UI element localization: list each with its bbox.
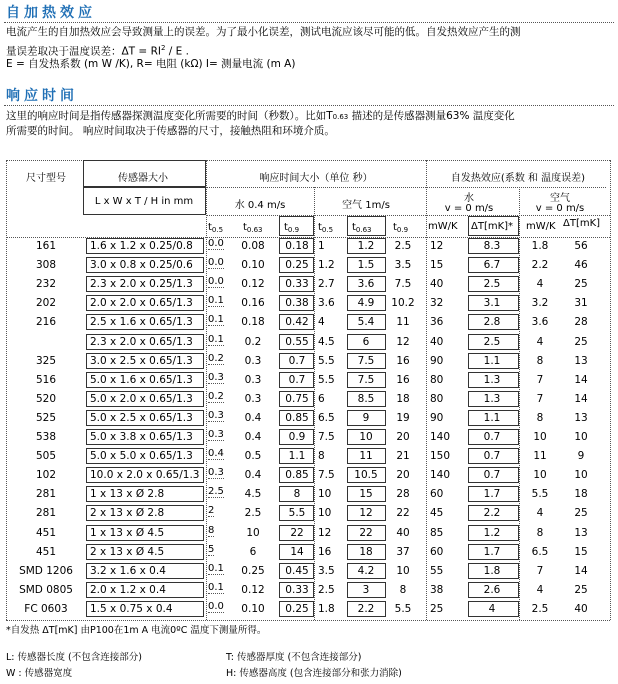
cell-water-t05: 0.1 xyxy=(208,581,224,593)
cell-type: 202 xyxy=(35,297,57,310)
cell-water-t063: 0.18 xyxy=(241,316,265,329)
cell-air-mwk: 4 xyxy=(536,583,544,596)
cell-air-t09: 10.2 xyxy=(391,297,415,310)
cell-air-t09: 21 xyxy=(396,450,410,463)
cell-water-dt: 0.7 xyxy=(483,450,501,463)
cell-air-t05: 1 xyxy=(318,240,325,252)
cell-water-dt: 2.5 xyxy=(483,335,501,348)
cell-water-t063: 0.4 xyxy=(244,469,262,482)
col-header-air-t09: $t_{0.9}$ xyxy=(393,222,409,234)
table-row xyxy=(0,504,618,522)
cell-air-t063: 12 xyxy=(359,507,373,520)
cell-size: 1 x 13 x Ø 4.5 xyxy=(90,526,165,539)
cell-water-t063: 0.5 xyxy=(244,450,262,463)
cell-water-t063: 0.3 xyxy=(244,392,262,405)
cell-water-t09: 0.75 xyxy=(285,392,309,405)
table-row xyxy=(0,237,618,255)
cell-water-mwk: 150 xyxy=(430,450,451,463)
col-header-selfheat: 自发热效应(系数 和 温度误差) xyxy=(450,173,586,184)
cell-size: 1.6 x 1.2 x 0.25/0.8 xyxy=(90,240,193,252)
cell-water-t063: 0.10 xyxy=(241,602,265,615)
cell-type: 232 xyxy=(35,278,57,291)
table-row xyxy=(0,581,618,599)
cell-air-mwk: 6.5 xyxy=(531,545,549,558)
cell-air-t05: 10 xyxy=(318,507,332,520)
cell-air-t063: 15 xyxy=(359,488,373,501)
cell-water-t09: 0.45 xyxy=(285,564,309,577)
cell-type: 102 xyxy=(35,469,57,482)
cell-air-t063: 10.5 xyxy=(354,469,378,482)
cell-air-t09: 7.5 xyxy=(394,278,412,291)
cell-air-dt: 13 xyxy=(574,354,588,367)
cell-water-mwk: 40 xyxy=(430,335,444,348)
cell-air-t063: 7.5 xyxy=(357,354,375,367)
cell-air-dt: 31 xyxy=(574,297,588,310)
cell-air-t05: 2.7 xyxy=(318,278,335,291)
cell-air-t063: 4.9 xyxy=(357,297,375,310)
cell-air-t063: 3 xyxy=(362,583,370,596)
cell-water-dt: 2.2 xyxy=(483,507,501,520)
table-row xyxy=(0,352,618,370)
cell-air-mwk: 8 xyxy=(536,526,544,539)
cell-type: 281 xyxy=(35,507,57,520)
cell-size: 2.5 x 1.6 x 0.65/1.3 xyxy=(90,316,193,329)
cell-air-mwk: 5.5 xyxy=(531,488,549,501)
table-row xyxy=(0,428,618,446)
cell-air-t09: 10 xyxy=(396,564,410,577)
table-row xyxy=(0,256,618,274)
cell-air-mwk: 11 xyxy=(533,450,547,463)
cell-air-dt: 46 xyxy=(574,259,588,272)
col-header-t05: $t_{0.5}$ xyxy=(208,222,224,234)
table-row xyxy=(0,524,618,542)
cell-water-mwk: 12 xyxy=(430,240,444,252)
cell-air-t09: 2.5 xyxy=(394,240,412,252)
cell-air-t09: 19 xyxy=(396,411,410,424)
cell-air-dt: 10 xyxy=(574,431,588,443)
cell-air-dt: 40 xyxy=(574,602,588,615)
cell-water-t09: 0.7 xyxy=(288,354,306,367)
table-row xyxy=(0,600,618,618)
cell-water-t063: 0.10 xyxy=(241,259,265,272)
cell-water-t063: 4.5 xyxy=(244,488,262,501)
cell-water-mwk: 60 xyxy=(430,488,444,501)
table-row xyxy=(0,371,618,389)
cell-air-t063: 18 xyxy=(359,545,373,558)
cell-air-mwk: 3.2 xyxy=(531,297,549,310)
cell-air-dt: 25 xyxy=(574,583,588,596)
cell-water-dt: 6.7 xyxy=(483,259,501,272)
cell-air-t05: 5.5 xyxy=(318,354,335,367)
cell-water-t05: 0.3 xyxy=(208,371,224,383)
divider xyxy=(4,22,614,23)
cell-air-mwk: 7 xyxy=(536,373,544,386)
cell-water-t09: 0.9 xyxy=(288,431,306,443)
cell-air-t063: 7.5 xyxy=(357,373,375,386)
col-header-air-t063: $t_{0.63}$ xyxy=(352,222,372,234)
cell-water-t09: 0.7 xyxy=(288,373,306,386)
cell-air-t05: 12 xyxy=(318,526,332,539)
cell-water-dt: 1.2 xyxy=(483,526,501,539)
response-paragraph-2: 所需要的时间。 响应时间取决于传感器的尺寸，接触热阻和环境介质。 xyxy=(6,125,335,137)
cell-water-mwk: 40 xyxy=(430,278,444,291)
cell-water-t05: 0.3 xyxy=(208,429,224,440)
cell-air-t09: 5.5 xyxy=(394,602,412,615)
cell-water-mwk: 36 xyxy=(430,316,444,329)
cell-air-t063: 11 xyxy=(359,450,373,463)
cell-size: 1.5 x 0.75 x 0.4 xyxy=(90,602,173,615)
col-header-type: 尺寸型号 xyxy=(26,173,66,184)
cell-air-t063: 10 xyxy=(359,431,373,443)
cell-air-t09: 20 xyxy=(396,431,410,443)
cell-water-t05: 0.1 xyxy=(208,333,224,345)
cell-water-dt: 0.7 xyxy=(483,469,501,482)
cell-type: 216 xyxy=(35,316,57,329)
cell-water-dt: 8.3 xyxy=(483,240,501,252)
cell-water-t09: 8 xyxy=(293,488,301,501)
table-row xyxy=(0,562,618,580)
table-row xyxy=(0,333,618,351)
col-header-sh-air-v: v = 0 m/s xyxy=(535,203,585,214)
cell-air-dt: 14 xyxy=(574,392,588,405)
cell-air-t063: 4.2 xyxy=(357,564,375,577)
cell-air-dt: 14 xyxy=(574,564,588,577)
cell-air-mwk: 10 xyxy=(533,431,547,443)
footnote: *自发热 ΔT[mK] 由P100在1m A 电流0ºC 温度下测量所得。 xyxy=(6,625,267,636)
divider xyxy=(4,105,614,106)
cell-air-t05: 7.5 xyxy=(318,431,335,443)
cell-air-t05: 5.5 xyxy=(318,373,335,386)
cell-air-t05: 10 xyxy=(318,488,332,501)
cell-water-dt: 1.3 xyxy=(483,373,501,386)
cell-type: 505 xyxy=(35,450,57,463)
cell-water-t063: 0.3 xyxy=(244,373,262,386)
cell-water-mwk: 140 xyxy=(430,469,451,482)
col-header-air-t05: $t_{0.5}$ xyxy=(318,222,334,234)
col-header-size: 传感器大小 xyxy=(118,173,168,184)
cell-water-t063: 6 xyxy=(249,545,257,558)
cell-water-t05: 2.5 xyxy=(208,486,224,498)
cell-size: 2 x 13 x Ø 4.5 xyxy=(90,545,165,558)
table-row xyxy=(0,543,618,561)
col-header-response: 响应时间大小（单位 秒） xyxy=(259,173,373,184)
cell-air-mwk: 4 xyxy=(536,335,544,348)
cell-air-t09: 28 xyxy=(396,488,410,501)
legend-thickness: T: 传感器厚度 (不包含连接部分) xyxy=(226,652,362,663)
cell-air-mwk: 7 xyxy=(536,392,544,405)
cell-air-t05: 16 xyxy=(318,545,332,558)
cell-air-dt: 13 xyxy=(574,526,588,539)
cell-size: 1 x 13 x Ø 2.8 xyxy=(90,488,165,501)
cell-water-t05: 0.2 xyxy=(208,352,224,364)
cell-air-t05: 1.2 xyxy=(318,259,335,272)
legend-height: H: 传感器高度 (包含连接部分和张力消除) xyxy=(226,668,402,679)
table-row xyxy=(0,294,618,312)
cell-water-dt: 1.3 xyxy=(483,392,501,405)
cell-air-t05: 4.5 xyxy=(318,335,335,348)
cell-air-t063: 9 xyxy=(362,411,370,424)
cell-size: 5.0 x 1.6 x 0.65/1.3 xyxy=(90,373,193,386)
cell-water-t05: 0.0 xyxy=(208,257,224,269)
cell-water-t05: 0.1 xyxy=(208,562,224,574)
cell-type: SMD 1206 xyxy=(19,564,73,577)
cell-water-t09: 5.5 xyxy=(288,507,306,520)
cell-water-mwk: 15 xyxy=(430,259,444,272)
cell-air-t09: 16 xyxy=(396,354,410,367)
cell-air-t09: 16 xyxy=(396,373,410,386)
cell-water-mwk: 80 xyxy=(430,373,444,386)
cell-water-mwk: 32 xyxy=(430,297,444,310)
cell-water-dt: 1.1 xyxy=(483,411,501,424)
table-row xyxy=(0,466,618,484)
cell-water-t063: 2.5 xyxy=(244,507,262,520)
cell-size: 5.0 x 3.8 x 0.65/1.3 xyxy=(90,431,193,443)
cell-size: 5.0 x 2.5 x 0.65/1.3 xyxy=(90,411,193,424)
cell-water-mwk: 90 xyxy=(430,411,444,424)
cell-air-t05: 4 xyxy=(318,316,325,329)
cell-air-t09: 3.5 xyxy=(394,259,412,272)
cell-water-t09: 0.33 xyxy=(285,278,309,291)
cell-air-dt: 14 xyxy=(574,373,588,386)
cell-air-t09: 22 xyxy=(396,507,410,520)
cell-air-t09: 8 xyxy=(399,583,407,596)
cell-water-mwk: 55 xyxy=(430,564,444,577)
self-heating-paragraph-1: 电流产生的自加热效应会导致测量上的误差。为了最小化误差，测试电流应该尽可能的低。自发热效应产生的测 xyxy=(6,26,521,38)
cell-size: 2.3 x 2.0 x 0.25/1.3 xyxy=(90,278,193,291)
cell-water-dt: 1.7 xyxy=(483,545,501,558)
col-header-sh-water-v: v = 0 m/s xyxy=(444,203,494,214)
cell-air-mwk: 4 xyxy=(536,278,544,291)
cell-air-mwk: 2.2 xyxy=(531,259,549,272)
cell-water-mwk: 90 xyxy=(430,354,444,367)
cell-air-dt: 25 xyxy=(574,507,588,520)
cell-water-t09: 0.85 xyxy=(285,411,309,424)
cell-air-dt: 18 xyxy=(574,488,588,501)
col-header-mwk2: mW/K xyxy=(526,221,556,232)
cell-water-t05: 0.4 xyxy=(208,448,224,460)
cell-water-t09: 0.42 xyxy=(285,316,309,329)
cell-water-t063: 0.08 xyxy=(241,240,265,252)
col-header-water: 水 0.4 m/s xyxy=(234,200,286,211)
cell-air-t05: 3.6 xyxy=(318,297,335,310)
cell-size: 3.0 x 0.8 x 0.25/0.6 xyxy=(90,259,193,272)
cell-type: 281 xyxy=(35,488,57,501)
cell-size: 2.0 x 1.2 x 0.4 xyxy=(90,583,166,596)
cell-air-t063: 22 xyxy=(359,526,373,539)
cell-water-t05: 0.1 xyxy=(208,295,224,307)
table-row xyxy=(0,409,618,427)
cell-water-t05: 0.3 xyxy=(208,467,224,479)
legend-length: L: 传感器长度 (不包含连接部分) xyxy=(6,652,142,663)
cell-water-dt: 3.1 xyxy=(483,297,501,310)
cell-size: 3.2 x 1.6 x 0.4 xyxy=(90,564,166,577)
legend-width: W : 传感器宽度 xyxy=(6,668,73,679)
cell-type: 451 xyxy=(35,526,57,539)
cell-air-dt: 13 xyxy=(574,411,588,424)
cell-size: 10.0 x 2.0 x 0.65/1.3 xyxy=(90,469,200,482)
cell-water-t05: 0.3 xyxy=(208,409,224,421)
cell-water-t063: 0.2 xyxy=(244,335,262,348)
cell-water-t063: 0.12 xyxy=(241,583,265,596)
cell-water-mwk: 85 xyxy=(430,526,444,539)
cell-air-dt: 25 xyxy=(574,278,588,291)
table-bottom-border xyxy=(6,620,610,621)
cell-water-t09: 0.25 xyxy=(285,602,309,615)
col-header-t09: $t_{0.9}$ xyxy=(284,222,300,234)
section-title-response-time: 响应时间 xyxy=(6,88,78,104)
col-header-sh-water: 水 xyxy=(464,193,474,204)
cell-type: 516 xyxy=(35,373,57,386)
col-header-size-dims: L x W x T / H in mm xyxy=(94,196,194,207)
col-header-air: 空气 1m/s xyxy=(342,200,390,211)
cell-water-t05: 0.0 xyxy=(208,600,224,612)
cell-air-dt: 56 xyxy=(574,240,588,252)
cell-water-t063: 0.3 xyxy=(244,354,262,367)
header-divider xyxy=(206,187,606,188)
cell-air-t05: 6 xyxy=(318,392,325,405)
cell-type: FC 0603 xyxy=(24,602,68,615)
cell-water-t05: 5 xyxy=(208,543,215,555)
table-row xyxy=(0,485,618,503)
cell-size: 5.0 x 2.0 x 0.65/1.3 xyxy=(90,392,193,405)
cell-air-mwk: 2.5 xyxy=(531,602,549,615)
cell-water-t09: 22 xyxy=(290,526,304,539)
cell-water-t063: 0.4 xyxy=(244,431,262,443)
cell-type: SMD 0805 xyxy=(19,583,73,596)
cell-type: 161 xyxy=(35,240,57,252)
cell-size: 2.0 x 2.0 x 0.65/1.3 xyxy=(90,297,193,310)
cell-air-dt: 9 xyxy=(577,450,585,463)
cell-type: 520 xyxy=(35,392,57,405)
col-header-dtmk: ΔT[mK]* xyxy=(471,221,514,232)
cell-water-t09: 1.1 xyxy=(288,450,306,463)
cell-air-dt: 15 xyxy=(574,545,588,558)
cell-water-t05: 0.2 xyxy=(208,390,224,402)
cell-water-t09: 0.55 xyxy=(285,335,309,348)
cell-water-t063: 0.12 xyxy=(241,278,265,291)
cell-air-t063: 2.2 xyxy=(357,602,375,615)
cell-air-dt: 10 xyxy=(574,469,588,482)
cell-air-t05: 3.5 xyxy=(318,564,335,577)
cell-water-t05: 2 xyxy=(208,505,215,517)
table-row xyxy=(0,313,618,331)
cell-water-dt: 1.8 xyxy=(483,564,501,577)
cell-size: 5.0 x 5.0 x 0.65/1.3 xyxy=(90,450,193,463)
cell-air-mwk: 4 xyxy=(536,507,544,520)
cell-water-dt: 2.6 xyxy=(483,583,501,596)
cell-water-dt: 1.7 xyxy=(483,488,501,501)
cell-type: 538 xyxy=(35,431,57,443)
cell-water-dt: 4 xyxy=(488,602,496,615)
cell-air-mwk: 1.8 xyxy=(531,240,549,252)
cell-air-t09: 20 xyxy=(396,469,410,482)
cell-water-dt: 2.8 xyxy=(483,316,501,329)
cell-air-t09: 12 xyxy=(396,335,410,348)
cell-water-t09: 0.85 xyxy=(285,469,309,482)
cell-air-t05: 1.8 xyxy=(318,602,335,615)
self-heating-legend: E = 自发热系数 (m W /K), R= 电阻 (kΩ) I= 测量电流 (m A) xyxy=(6,58,296,70)
section-title-self-heating: 自加热效应 xyxy=(6,5,96,21)
cell-air-dt: 28 xyxy=(574,316,588,329)
cell-water-t09: 0.38 xyxy=(285,297,309,310)
cell-air-t05: 6.5 xyxy=(318,411,335,424)
cell-air-t05: 2.5 xyxy=(318,583,335,596)
cell-air-t09: 40 xyxy=(396,526,410,539)
cell-water-dt: 0.7 xyxy=(483,431,501,443)
cell-air-t063: 6 xyxy=(362,335,370,348)
cell-water-t05: 8 xyxy=(208,524,215,536)
cell-water-mwk: 140 xyxy=(430,431,451,443)
col-header-mwk: mW/K xyxy=(428,221,458,232)
cell-water-mwk: 80 xyxy=(430,392,444,405)
cell-water-mwk: 45 xyxy=(430,507,444,520)
cell-water-t05: 0.0 xyxy=(208,238,224,249)
cell-air-mwk: 8 xyxy=(536,411,544,424)
cell-air-t09: 18 xyxy=(396,392,410,405)
cell-type: 451 xyxy=(35,545,57,558)
cell-water-mwk: 38 xyxy=(430,583,444,596)
col-header-dtmk2: ΔT[mK] xyxy=(563,218,601,229)
cell-air-mwk: 7 xyxy=(536,564,544,577)
cell-water-t063: 10 xyxy=(246,526,260,539)
col-header-t063: $t_{0.63}$ xyxy=(243,222,263,234)
cell-water-t05: 0.1 xyxy=(208,314,224,326)
cell-air-mwk: 3.6 xyxy=(531,316,549,329)
cell-air-t063: 3.6 xyxy=(357,278,375,291)
header-divider xyxy=(206,215,610,216)
cell-air-t063: 1.5 xyxy=(357,259,375,272)
cell-water-t09: 0.33 xyxy=(285,583,309,596)
response-paragraph-1: 这里的响应时间是指传感器探测温度变化所需要的时间（秒数）。比如T0.63 描述的是传感器测量63% 温度变化 xyxy=(6,110,515,122)
cell-type: 325 xyxy=(35,354,57,367)
table-row xyxy=(0,390,618,408)
cell-air-t09: 11 xyxy=(396,316,410,329)
cell-water-dt: 1.1 xyxy=(483,354,501,367)
cell-size: 2 x 13 x Ø 2.8 xyxy=(90,507,165,520)
cell-air-t05: 8 xyxy=(318,450,325,463)
cell-water-t063: 0.4 xyxy=(244,411,262,424)
cell-water-t063: 0.25 xyxy=(241,564,265,577)
cell-type: 308 xyxy=(35,259,57,272)
cell-air-dt: 25 xyxy=(574,335,588,348)
cell-size: 2.3 x 2.0 x 0.65/1.3 xyxy=(90,335,193,348)
cell-air-t063: 8.5 xyxy=(357,392,375,405)
cell-water-dt: 2.5 xyxy=(483,278,501,291)
table-row xyxy=(0,275,618,293)
cell-air-t063: 5.4 xyxy=(357,316,375,329)
cell-water-t09: 0.25 xyxy=(285,259,309,272)
cell-water-t05: 0.0 xyxy=(208,276,224,288)
cell-water-t09: 14 xyxy=(290,545,304,558)
cell-air-t09: 37 xyxy=(396,545,410,558)
cell-water-mwk: 25 xyxy=(430,602,444,615)
cell-air-t063: 1.2 xyxy=(357,240,375,252)
cell-air-mwk: 10 xyxy=(533,469,547,482)
cell-air-t05: 7.5 xyxy=(318,469,335,482)
cell-water-t09: 0.18 xyxy=(285,240,309,252)
cell-water-mwk: 60 xyxy=(430,545,444,558)
cell-size: 3.0 x 2.5 x 0.65/1.3 xyxy=(90,354,193,367)
table-row xyxy=(0,447,618,465)
cell-air-mwk: 8 xyxy=(536,354,544,367)
cell-type: 525 xyxy=(35,411,57,424)
cell-water-t063: 0.16 xyxy=(241,297,265,310)
self-heating-paragraph-2: 量误差取决于温度误差：$\Delta T = RI^2 / E$ . xyxy=(6,44,189,58)
size-header-box xyxy=(83,160,206,187)
col-header-sh-air: 空气 xyxy=(550,193,570,204)
